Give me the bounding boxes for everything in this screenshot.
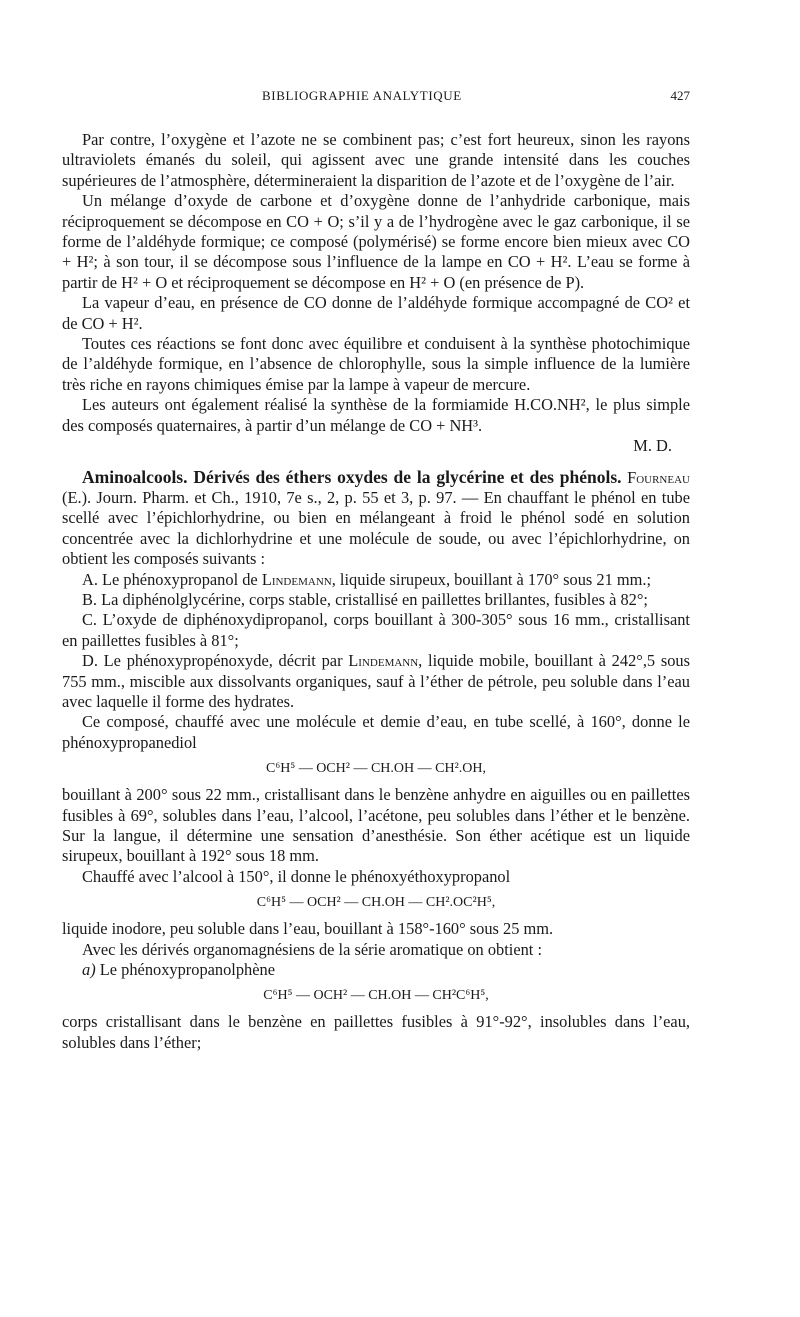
item-a-rest: liquide sirupeux, bouillant à 170° sous 21 mm.; bbox=[339, 569, 652, 589]
item-d-prefix: D. Le phénoxypropénoxyde, décrit par bbox=[82, 651, 343, 671]
page-header bbox=[62, 88, 690, 110]
paragraph: Un mélange d’oxyde de carbone et d’oxygène donne de l’anhydride carbonique, mais réciproquement se décompose en CO + O; s’il y a de l’hydrogène avec le gaz carbonique, il se forme de l’aldéhyde formique; ce composé (polymérisé) se forme encore bien mieux avec CO + H²; à son tour, il se décompose sous l’influence de la lampe en CO + H². L’eau se forme à partir de H² + O et réciproquement se décompose en H² + O (en présence de P). bbox=[62, 191, 690, 292]
page-number: 427 bbox=[670, 88, 690, 103]
item-d-name: Lindemann, bbox=[348, 651, 423, 671]
paragraph: Avec les dérivés organomagnésiens de la série aromatique on obtient : bbox=[82, 939, 543, 959]
list-item-b: B. La diphénolglycérine, corps stable, cristallisé en paillettes brillantes, fusibles à 82°; bbox=[82, 589, 648, 609]
item-d-rest: liquide mobile, bouillant à 242°,5 sous 755 mm., miscible aux dissolvants organiques, sauf à l’éther de pétrole, peu soluble dans l’eau avec laquelle il forme des hydrates. bbox=[62, 651, 690, 711]
paragraph: Toutes ces réactions se font donc avec équilibre et conduisent à la synthèse photochimique de l’aldéhyde formique, en l’absence de chlorophylle, sous la simple influence de la lumière très riche en rayons chimiques émise par la lampe à vapeur de mercure. bbox=[62, 334, 690, 394]
paragraph: corps cristallisant dans le benzène en paillettes fusibles à 91°-92°, insolubles dans l’eau, solubles dans l’éther; bbox=[62, 1012, 690, 1052]
list-item-d bbox=[62, 651, 690, 712]
paragraph: liquide inodore, peu soluble dans l’eau, bouillant à 158°-160° sous 25 mm. bbox=[62, 919, 554, 939]
formula: C⁶H⁵ — OCH² — CH.OH — CH²C⁶H⁵, bbox=[263, 988, 489, 1004]
item-text: Le phénoxypropanolphène bbox=[99, 960, 275, 980]
section-paragraph bbox=[62, 467, 690, 570]
signature: M. D. bbox=[633, 436, 672, 456]
section-title: Aminoalcools. Dérivés des éthers oxydes de la glycérine et des phénols. bbox=[82, 466, 622, 487]
running-title: BIBLIOGRAPHIE ANALYTIQUE bbox=[262, 88, 462, 103]
paragraph: Chauffé avec l’alcool à 150°, il donne le phénoxyéthoxypropanol bbox=[82, 866, 511, 886]
paragraph bbox=[62, 960, 690, 980]
section-author: Fourneau (E.). bbox=[62, 467, 690, 507]
paragraph: bouillant à 200° sous 22 mm., cristallisant dans le benzène anhydre en aiguilles ou en paillettes fusibles à 69°, solubles dans l’eau, l’alcool, l’acétone, peu solubles dans l’éther et le benzène. Sur la langue, il détermine une sensation d’anesthésie. Son éther acétique est un liquide sirupeux, bouillant à 192° sous 18 mm. bbox=[62, 785, 690, 866]
list-item-a bbox=[62, 570, 690, 590]
section-reference: Journ. Pharm. et Ch., 1910, 7e s., 2, p. 55 et 3, p. 97. — En chauffant le phénol en tube scellé avec l’épichlorhydrine, ou bien en mélangeant à froid le phénol sodé en solution concentrée avec la dichlorhydrine et une molécule de soude, ou avec l’épichlorhydrine, on obtient les composés suivants : bbox=[62, 487, 690, 569]
item-a-prefix: A. Le phénoxypropanol de bbox=[82, 569, 258, 589]
paragraph: Ce composé, chauffé avec une molécule et demie d’eau, en tube scellé, à 160°, donne le phénoxypropanediol bbox=[62, 712, 690, 752]
formula: C⁶H⁵ — OCH² — CH.OH — CH².OC²H⁵, bbox=[256, 895, 496, 911]
paragraph: Les auteurs ont également réalisé la synthèse de la formiamide H.CO.NH², le plus simple des composés quaternaires, à partir d’un mélange de CO + NH³. bbox=[62, 395, 690, 435]
page-body bbox=[62, 130, 690, 1053]
paragraph: La vapeur d’eau, en présence de CO donne de l’aldéhyde formique accompagné de CO² et de CO + H². bbox=[62, 293, 690, 333]
paragraph: Par contre, l’oxygène et l’azote ne se combinent pas; c’est fort heureux, sinon les rayons ultraviolets émanés du soleil, qui agissent avec une grande intensité dans les couches supérieures de l’atmosphère, détermineraient la disparition de l’azote et de l’oxygène de l’air. bbox=[62, 130, 690, 190]
item-a-name: Lindemann, bbox=[261, 569, 336, 589]
item-label: a) bbox=[82, 960, 96, 980]
formula: C⁶H⁵ — OCH² — CH.OH — CH².OH, bbox=[265, 761, 486, 777]
list-item-c: C. L’oxyde de diphénoxydipropanol, corps bouillant à 300-305° sous 16 mm., cristallisant en paillettes fusibles à 81°; bbox=[62, 610, 690, 650]
